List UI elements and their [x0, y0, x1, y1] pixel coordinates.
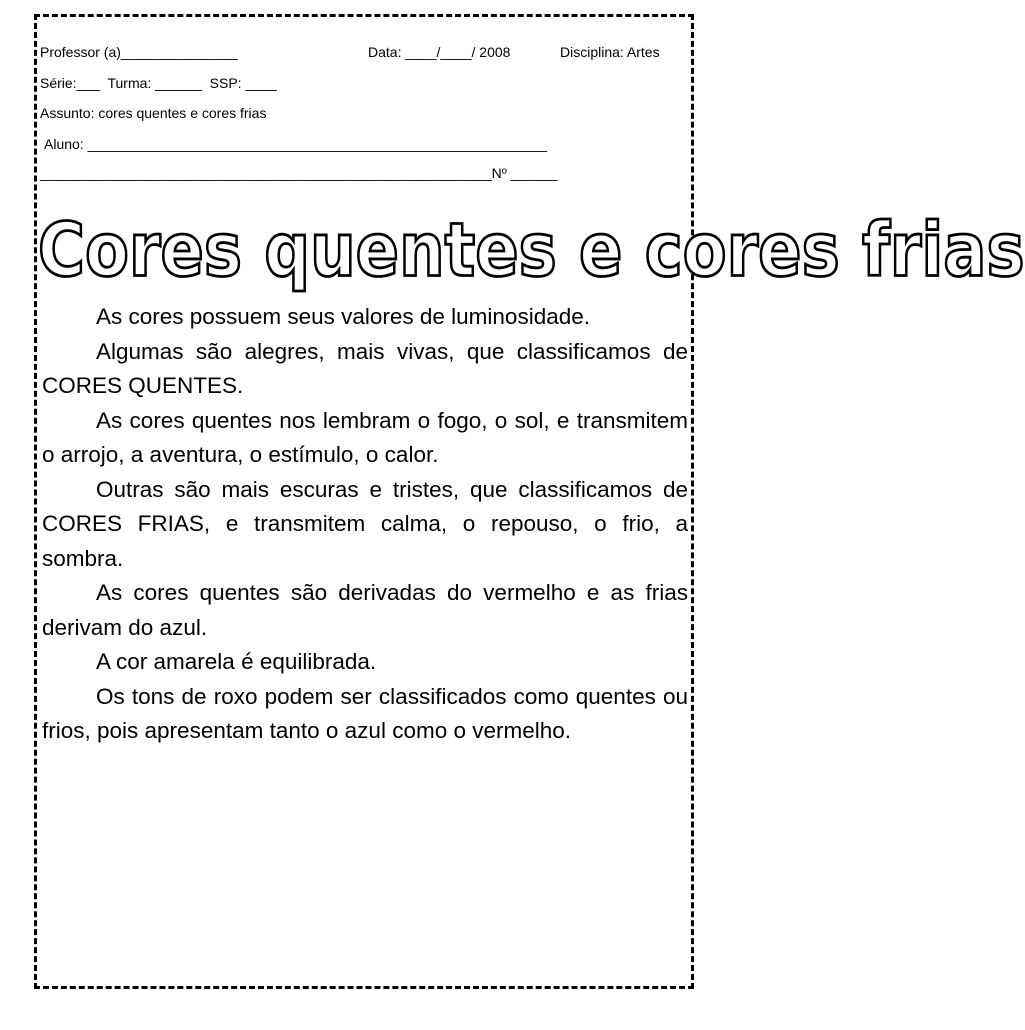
number-field: __________________________________________________________Nº ______	[40, 165, 558, 181]
paragraph: As cores possuem seus valores de luminosidade.	[96, 304, 591, 329]
paragraph: Algumas são alegres, mais vivas, que classificamos de CORES QUENTES.	[42, 338, 688, 398]
paragraph: As cores quentes são derivadas do vermelho e as frias derivam do azul.	[42, 580, 688, 640]
student-name-field: Aluno: ___________________________________________________________	[44, 136, 547, 152]
page-title: Cores quentes e cores frias	[38, 208, 1025, 294]
paragraph: Outras são mais escuras e tristes, que classificamos de CORES FRIAS, e transmitem calma, o repouso, o frio, a sombra.	[42, 476, 688, 571]
subject-field: Assunto: cores quentes e cores frias	[40, 105, 267, 121]
paragraph: Os tons de roxo podem ser classificados como quentes ou frios, pois apresentam tanto o azul como o vermelho.	[42, 683, 688, 743]
date-field: Data: ____/____/ 2008	[368, 44, 511, 60]
paragraph: As cores quentes nos lembram o fogo, o sol, e transmitem o arrojo, a aventura, o estímulo, o calor.	[42, 407, 688, 467]
series-class-field: Série:___ Turma: ______ SSP: ____	[40, 75, 277, 91]
discipline-field: Disciplina: Artes	[560, 44, 660, 60]
professor-field: Professor (a)_______________	[40, 44, 238, 60]
paragraph: A cor amarela é equilibrada.	[96, 649, 377, 674]
body-text	[42, 300, 688, 749]
